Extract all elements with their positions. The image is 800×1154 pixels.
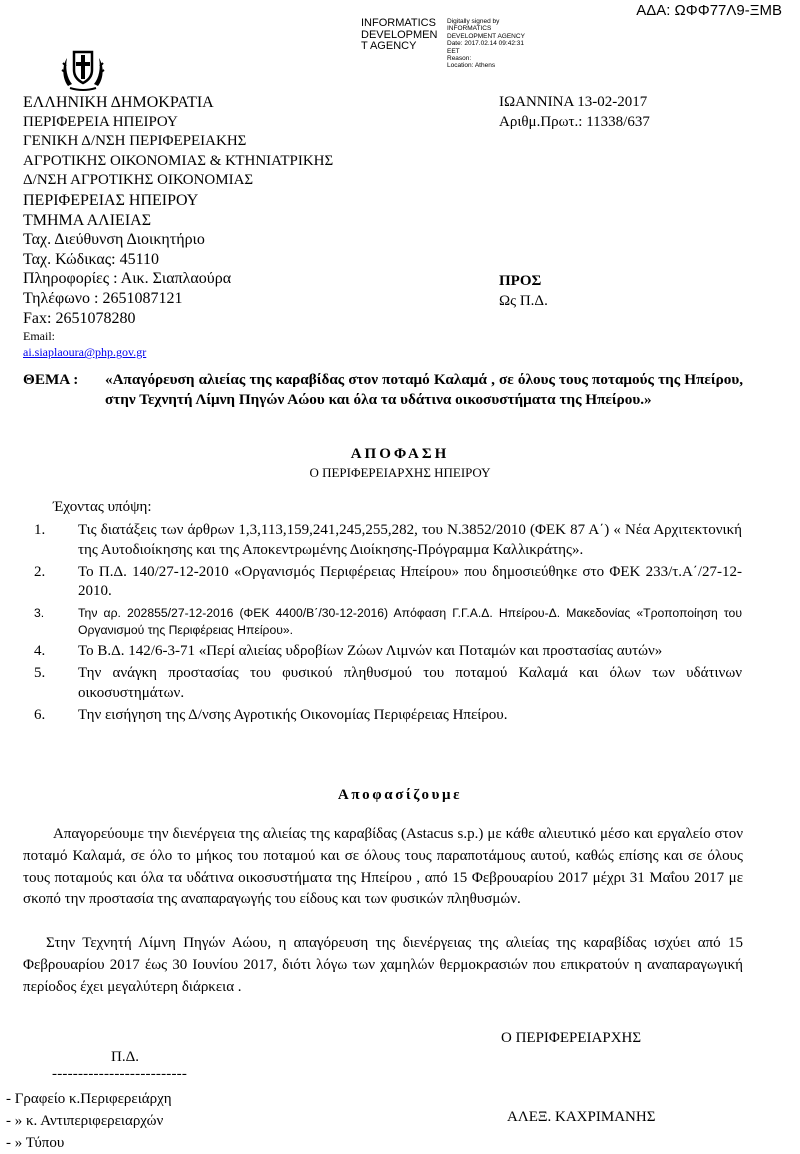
list-item bbox=[30, 521, 742, 561]
list-item bbox=[30, 563, 742, 603]
signer-name: ΑΛΕΞ. ΚΑΧΡΙΜΑΝΗΣ bbox=[507, 1109, 656, 1125]
place-date: ΙΩΑΝΝΙΝΑ 13-02-2017 bbox=[499, 94, 648, 110]
email-label: Email: bbox=[23, 329, 55, 344]
divider-dashes: -------------------------- bbox=[52, 1066, 188, 1082]
sender-line: Fax: 2651078280 bbox=[23, 309, 136, 327]
item-text: Το Β.Δ. 142/6-3-71 «Περί αλιείας υδροβίων Ζώων Λιμνών και Ποταμών και προστασίας αυτών» bbox=[78, 643, 663, 660]
sender-line: Πληροφορίες : Αικ. Σιαπλαούρα bbox=[23, 270, 232, 288]
item-number: 1. bbox=[34, 522, 46, 538]
decision-title: ΑΠΟΦΑΣΗ bbox=[350, 446, 450, 462]
sender-line: ΓΕΝΙΚΗ Δ/ΝΣΗ ΠΕΡΙΦΕΡΕΙΑΚΗΣ bbox=[23, 133, 247, 150]
greek-emblem-icon bbox=[58, 42, 108, 92]
signature-detail-line: EET bbox=[447, 47, 460, 55]
signature-detail-line: Reason: bbox=[447, 55, 472, 63]
protocol-number: Αριθμ.Πρωτ.: 11338/637 bbox=[499, 113, 650, 130]
sender-line: Δ/ΝΣΗ ΑΓΡΟΤΙΚΗΣ ΟΙΚΟΝΟΜΙΑΣ bbox=[23, 172, 254, 189]
to-value: Ως Π.Δ. bbox=[499, 292, 548, 309]
item-number: 3. bbox=[34, 606, 45, 621]
sender-line: Τηλέφωνο : 2651087121 bbox=[23, 289, 183, 307]
list-item bbox=[30, 605, 742, 639]
sender-line: ΑΓΡΟΤΙΚΗΣ ΟΙΚΟΝΟΜΙΑΣ & ΚΤΗΝΙΑΤΡΙΚΗΣ bbox=[23, 152, 334, 169]
decision-subtitle: Ο ΠΕΡΙΦΕΡΕΙΑΡΧΗΣ ΗΠΕΙΡΟΥ bbox=[309, 465, 491, 480]
list-item bbox=[30, 706, 742, 726]
decision-paragraph-2: Στην Τεχνητή Λίμνη Πηγών Αώου, η απαγόρευση της διενέργειας της αλιείας της καραβίδας ισχύει από 15 Φεβρουαρίου 2017 έως 30 Ιουνίου 2017, διότι λόγω των χαμηλών θερμοκρασιών που επικρατούν η αναπαραγωγική περίοδος έχει μεγαλύτερη διάρκεια . bbox=[23, 935, 743, 995]
subject-label: ΘΕΜΑ : bbox=[23, 371, 79, 388]
distribution-item: - » κ. Αντιπεριφερειαρχών bbox=[6, 1113, 164, 1129]
sender-line: ΤΜΗΜΑ ΑΛΙΕΙΑΣ bbox=[23, 211, 152, 229]
signature-org-line: DEVELOPMEN bbox=[361, 28, 438, 41]
email-link[interactable]: ai.siaplaoura@php.gov.gr bbox=[23, 345, 147, 360]
signature-org-line: T AGENCY bbox=[361, 40, 417, 52]
sender-line: Ταχ. Διεύθυνση Διοικητήριο bbox=[23, 231, 205, 249]
item-text: Το Π.Δ. 140/27-12-2010 «Οργανισμός Περιφέρειας Ηπείρου» που δημοσιεύθηκε στο ΦΕΚ 233/τ.Α΄/27-12-2010. bbox=[78, 563, 742, 600]
signature-org bbox=[361, 18, 445, 53]
distribution-list bbox=[6, 1088, 172, 1154]
ada-code: ΑΔΑ: ΩΦΦ77Λ9-ΞΜΒ bbox=[636, 2, 782, 19]
item-text: Τις διατάξεις των άρθρων 1,3,113,159,241,245,255,282, του Ν.3852/2010 (ΦΕΚ 87 Α΄) « Νέα Αρχιτεκτονική της Αυτοδιοίκησης και της Αποκεντρωμένης Διοίκησης-Πρόγραμμα Καλλικράτης». bbox=[78, 522, 742, 558]
decision-paragraph-1: Απαγορεύουμε την διενέργεια της αλιείας της καραβίδας (Astacus s.p.) με κάθε αλιευτικό μέσο και εργαλείο στον ποταμό Καλαμά, σε όλο το μήκος του ποταμού και σε όλους τους παραποτάμους αυτού, καθώς επίσης και σε όλους τους ποταμούς και όλα τα υδάτινα οικοσυστήματα της Ηπείρου , από 15 Φεβρουαρίου 2017 μέχρι 31 Μαΐου 2017 με σκοπό την προστασία της αναπαραγωγής του είδους και των φυσικών πληθυσμών. bbox=[23, 826, 743, 908]
sender-block bbox=[23, 93, 333, 360]
item-text: Την εισήγηση της Δ/νσης Αγροτικής Οικονομίας Περιφέρειας Ηπείρου. bbox=[78, 706, 508, 723]
item-text: Την αρ. 202855/27-12-2016 (ΦΕΚ 4400/Β΄/30-12-2016) Απόφαση Γ.Γ.Α.Δ. Ηπείρου-Δ. Μακεδονίας «Τροποποίηση του Οργανισμού της Περιφέρειας Ηπείρου». bbox=[78, 606, 742, 638]
signature-detail-line: Date: 2017.02.14 09:42:31 bbox=[447, 40, 524, 48]
date-protocol-block bbox=[499, 93, 650, 132]
signer-title: Ο ΠΕΡΙΦΕΡΕΙΑΡΧΗΣ bbox=[501, 1030, 642, 1046]
list-item bbox=[30, 642, 742, 662]
email-line bbox=[23, 328, 333, 360]
signature-detail-line: Location: Athens bbox=[447, 62, 496, 70]
subject bbox=[23, 370, 743, 410]
item-number: 6. bbox=[34, 706, 46, 723]
to-label: ΠΡΟΣ bbox=[499, 273, 542, 289]
list-item bbox=[30, 664, 742, 704]
considerations-list bbox=[30, 521, 742, 727]
sender-line: ΕΛΛΗΝΙΚΗ ΔΗΜΟΚΡΑΤΙΑ bbox=[23, 94, 214, 111]
sender-line: ΠΕΡΙΦΕΡΕΙΑΣ ΗΠΕΙΡΟΥ bbox=[23, 191, 199, 209]
considering-heading: Έχοντας υπόψη: bbox=[53, 499, 152, 515]
signature-detail-line: Digitally signed by bbox=[447, 18, 500, 25]
signature-org-line: INFORMATICS bbox=[361, 17, 436, 29]
distribution-item: - Γραφείο κ.Περιφερειάρχη bbox=[6, 1091, 172, 1107]
recipient-block bbox=[499, 272, 548, 311]
we-decide-heading: Αποφασίζουμε bbox=[337, 787, 463, 803]
sender-line: Ταχ. Κώδικας: 45110 bbox=[23, 250, 159, 268]
pd-label: Π.Δ. bbox=[111, 1049, 139, 1065]
subject-text: «Απαγόρευση αλιείας της καραβίδας στον ποταμό Καλαμά , σε όλους τους ποταμούς της Ηπείρου, στην Τεχνητή Λίμνη Πηγών Αώου και όλα τα υδάτινα οικοσυστήματα της Ηπείρου.» bbox=[105, 371, 743, 408]
distribution-item: - » Τύπου bbox=[6, 1135, 65, 1151]
item-number: 5. bbox=[34, 664, 46, 681]
signature-detail-line: INFORMATICS bbox=[447, 25, 492, 33]
item-text: Την ανάγκη προστασίας του φυσικού πληθυσμού του ποταμού Καλαμά και όλων των υδάτινων οικοσυστημάτων. bbox=[78, 664, 742, 701]
item-number: 2. bbox=[34, 563, 46, 580]
sender-line: ΠΕΡΙΦΕΡΕΙΑ ΗΠΕΙΡΟΥ bbox=[23, 113, 178, 130]
signature-details bbox=[447, 18, 525, 70]
item-number: 4. bbox=[34, 643, 46, 660]
signature-detail-line: DEVELOPMENT AGENCY bbox=[447, 32, 525, 40]
